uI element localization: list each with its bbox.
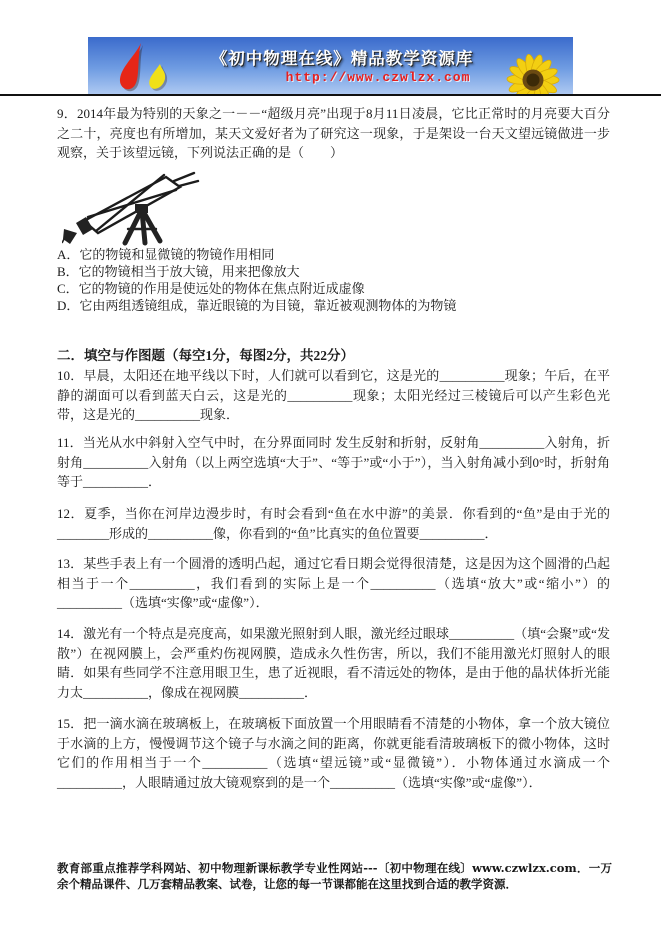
question-9-options (57, 246, 610, 314)
option-b: B．它的物镜相当于放大镜，用来把像放大 (57, 264, 300, 279)
option-c: C．它的物镜的作用是使远处的物体在焦点附近成虚像 (57, 281, 365, 296)
question-15-text: 15．把一滴水滴在玻璃板上，在玻璃板下面放置一个用眼睛看不清楚的小物体，拿一个放大镜位于水滴的上方，慢慢调节这个镜子与水滴之间的距离，你就更能看清玻璃板下的微小物体，这时它们的作用相当于一个__________（选填“望远镜”或“显微镜”）．小物体通过水滴成一个__________，人眼睛通过放大镜观察到的是一个__________（选填“实像”或“虚像”）． (57, 716, 610, 790)
option-a: A．它的物镜和显微镜的物镜作用相同 (57, 247, 275, 262)
question-11-text: 11．当光从水中斜射入空气中时，在分界面同时 发生反射和折射，反射角__________入射角，折射角__________入射角（以上两空选填“大于”、“等于”或“小于”），当入射角减小到0°时，折射角等于__________． (57, 435, 610, 489)
telescope-figure (62, 171, 200, 246)
footer-text: 教育部重点推荐学科网站、初中物理新课标教学专业性网站---〔初中物理在线〕www.czwlzx.com．一万余个精品课件、几万套精品教案、试卷，让您的每一节课都能在这里找到合适的教学资源． (57, 861, 612, 891)
site-banner (88, 37, 573, 94)
site-logo-icon (110, 40, 180, 94)
sunflower-icon (481, 40, 573, 94)
question-12-text: 12．夏季，当你在河岸边漫步时，有时会看到“鱼在水中游”的美景．你看到的“鱼”是由于光的________形成的__________像，你看到的“鱼”比真实的鱼位置要__________． (57, 506, 610, 541)
header-divider (0, 94, 661, 96)
option-d: D．它由两组透镜组成，靠近眼镜的为目镜，靠近被观测物体的为物镜 (57, 298, 457, 313)
banner-url: http://www.czwlzx.com (285, 70, 471, 85)
section-2-heading: 二．填空与作图题（每空1分，每图2分，共22分） (57, 348, 354, 363)
question-14-text: 14．激光有一个特点是亮度高，如果激光照射到人眼，激光经过眼球__________（填“会聚”或“发散”）在视网膜上，会严重灼伤视网膜，造成永久性伤害，所以，我们不能用激光灯照射人的眼睛．如果有些同学不注意用眼卫生，患了近视眼，看不清远处的物体，是由于他的晶状体折光能力太__________，像成在视网膜__________． (57, 626, 610, 700)
question-13-text: 13．某些手表上有一个圆滑的透明凸起，通过它看日期会觉得很清楚，这是因为这个圆滑的凸起相当于一个__________，我们看到的实际上是一个__________（选填“放大”或“缩小”）的__________（选填“实像”或“虚像”）． (57, 556, 610, 610)
question-10-text: 10．早晨，太阳还在地平线以下时，人们就可以看到它，这是光的__________现象；午后，在平静的湖面可以看到蓝天白云，这是光的__________现象；太阳光经过三棱镜后可以产生彩色光带，这是光的__________现象． (57, 368, 610, 422)
banner-title: 《初中物理在线》精品教学资源库 (210, 49, 474, 68)
question-9-text: 9．2014年最为特别的天象之一－－“超级月亮”出现于8月11日凌晨，它比正常时的月亮要大百分之二十，亮度也有所增加，某天文爱好者为了研究这一现象，于是架设一台天文望远镜做进一步观察，关于该望远镜，下列说法正确的是（ ） (57, 106, 610, 160)
